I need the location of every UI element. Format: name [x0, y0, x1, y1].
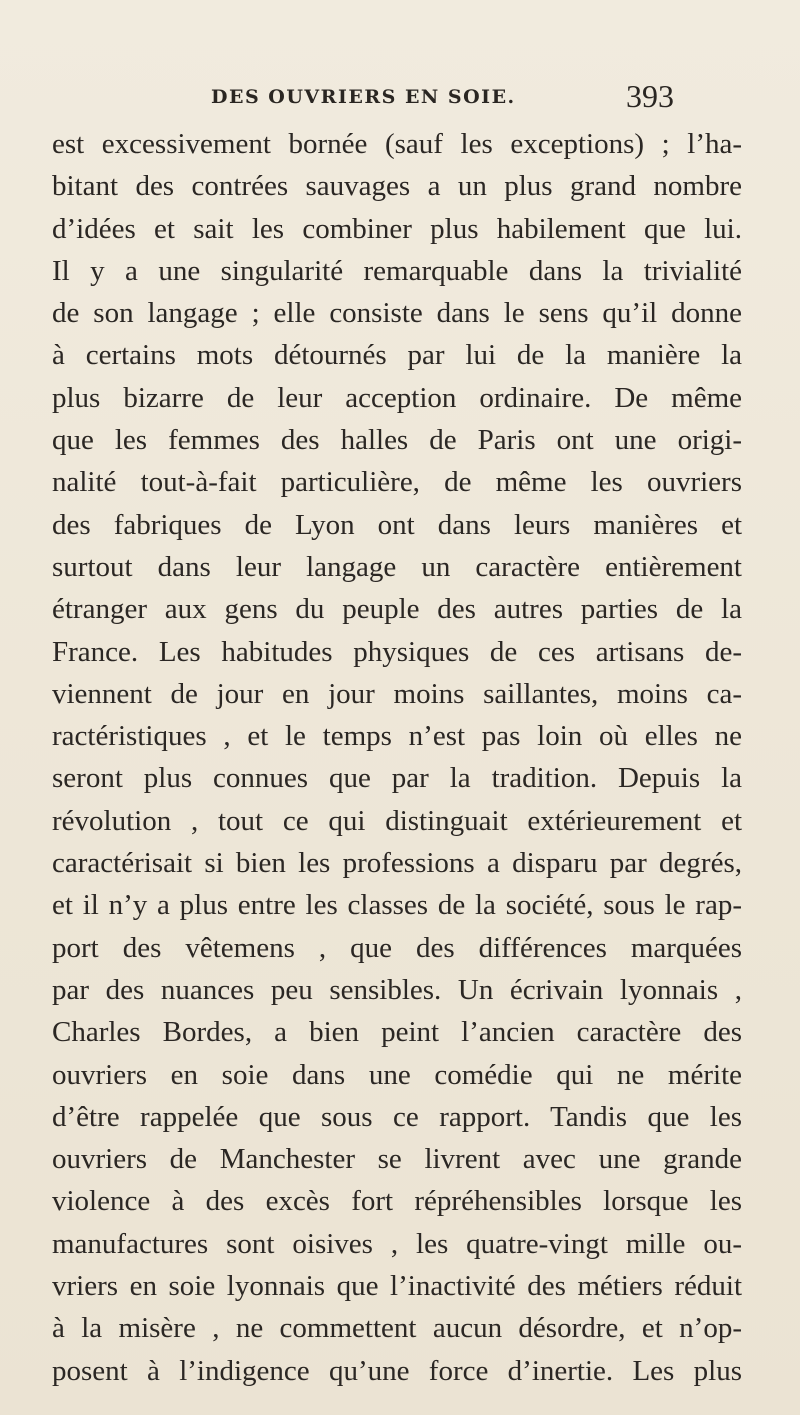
- text-line: viennent de jour en jour moins saillantes, moins ca-: [52, 677, 742, 710]
- text-line: par des nuances peu sensibles. Un écrivain lyonnais ,: [52, 973, 742, 1006]
- text-line: ractéristiques , et le temps n’est pas loin où elles ne: [52, 720, 742, 753]
- text-line: que les femmes des halles de Paris ont une origi-: [52, 424, 742, 457]
- text-line: surtout dans leur langage un caractère entièrement: [52, 550, 742, 583]
- text-line: Charles Bordes, a bien peint l’ancien caractère des: [52, 1016, 742, 1049]
- text-line: caractérisait si bien les professions a disparu par degrés,: [52, 847, 742, 880]
- text-line: posent à l’indigence qu’une force d’inertie. Les plus: [52, 1354, 742, 1387]
- text-line: étranger aux gens du peuple des autres parties de la: [52, 593, 742, 626]
- body-text: [52, 123, 742, 1392]
- text-line: à la misère , ne commettent aucun désordre, et n’op-: [52, 1312, 742, 1345]
- text-line: à certains mots détournés par lui de la manière la: [52, 339, 742, 372]
- page-header: [0, 78, 800, 118]
- text-line: de son langage ; elle consiste dans le sens qu’il donne: [52, 297, 742, 330]
- text-line: manufactures sont oisives , les quatre-vingt mille ou-: [52, 1227, 742, 1260]
- text-line: des fabriques de Lyon ont dans leurs manières et: [52, 508, 742, 541]
- running-head: DES OUVRIERS EN SOIE.: [211, 86, 516, 108]
- text-line: vriers en soie lyonnais que l’inactivité des métiers réduit: [52, 1270, 742, 1303]
- text-line: nalité tout-à-fait particulière, de même les ouvriers: [52, 466, 742, 499]
- text-line: violence à des excès fort répréhensibles lorsque les: [52, 1185, 742, 1218]
- text-line: port des vêtemens , que des différences marquées: [52, 931, 742, 964]
- text-line: et il n’y a plus entre les classes de la société, sous le rap-: [52, 889, 742, 922]
- text-line: ouvriers en soie dans une comédie qui ne mérite: [52, 1058, 742, 1091]
- text-line: d’idées et sait les combiner plus habilement que lui.: [52, 212, 742, 245]
- text-line: plus bizarre de leur acception ordinaire. De même: [52, 381, 742, 414]
- text-line: seront plus connues que par la tradition. Depuis la: [52, 762, 742, 795]
- page-number: 393: [626, 78, 674, 114]
- text-line: bitant des contrées sauvages a un plus grand nombre: [52, 170, 742, 203]
- text-line: est excessivement bornée (sauf les exceptions) ; l’ha-: [52, 128, 742, 160]
- text-line: d’être rappelée que sous ce rapport. Tandis que les: [52, 1100, 742, 1133]
- text-line: France. Les habitudes physiques de ces artisans de-: [52, 635, 742, 668]
- text-line: révolution , tout ce qui distinguait extérieurement et: [52, 804, 742, 837]
- text-line: Il y a une singularité remarquable dans la trivialité: [52, 254, 742, 287]
- text-line: ouvriers de Manchester se livrent avec une grande: [52, 1143, 742, 1176]
